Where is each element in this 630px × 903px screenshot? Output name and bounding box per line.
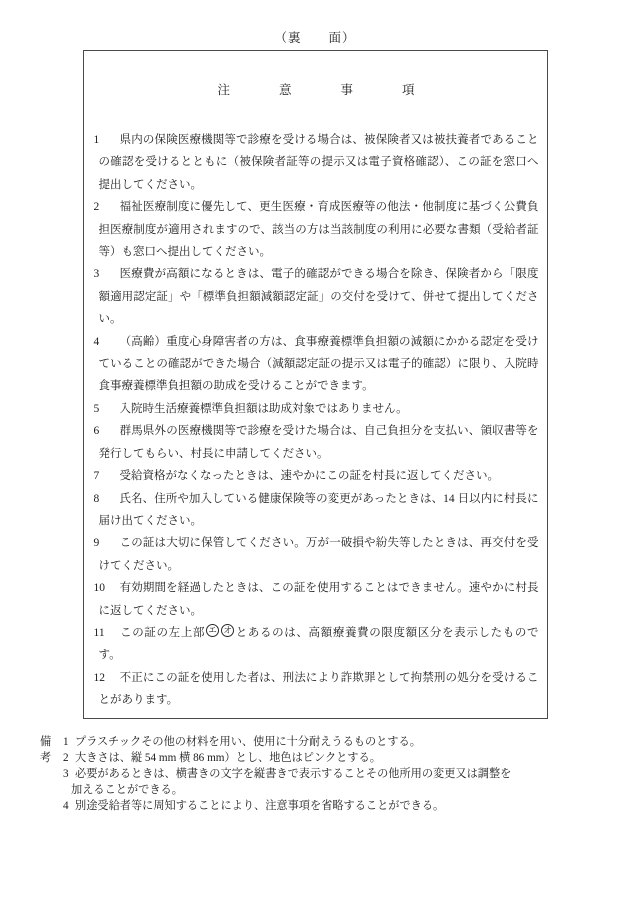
note-item	[94, 263, 539, 330]
note-number: 9	[93, 537, 100, 550]
note-number: 3	[93, 268, 100, 281]
note-text: 群馬県外の医療機関等で診療を受けた場合は、自己負担分を支払い、領収書等を発行してもらい、村長に申請してください。	[98, 425, 539, 460]
note-text: （高齢）重度心身障害者の方は、食事療養標準負担額の減額にかかる認定を受けていることの確認ができた場合（減額認定証の提示又は電子的確認）に限り、入院時食事療養標準負担額の助成を受けることができます。	[98, 335, 539, 393]
note-item	[94, 398, 539, 420]
note-text: 入院時生活療養標準負担額は助成対象ではありません。	[119, 402, 408, 415]
note-text: 有効期間を経過したときは、この証を使用することはできません。速やかに村長に返してください。	[98, 582, 539, 617]
note-number: 5	[93, 402, 100, 415]
remark-item	[63, 734, 518, 750]
note-text: 氏名、住所や加入している健康保険等の変更があったときは、14 日以内に村長に届け出てください。	[98, 492, 539, 527]
remark-number: 1	[63, 735, 69, 748]
note-text: 不正にこの証を使用した者は、刑法により詐欺罪として拘禁刑の処分を受けることがあります。	[98, 671, 539, 707]
remark-text: 必要があるときは、横書きの文字を縦書きで表示することその他所用の変更又は調整を加えることができる。	[71, 767, 512, 797]
remark-text: 大きさは、縦 54 mm 横 86 mm）とし、地色はピンクとする。	[75, 751, 381, 764]
note-item	[94, 420, 539, 465]
note-item	[94, 196, 539, 263]
remarks-list	[63, 734, 518, 815]
note-text: 福祉医療制度に優先して、更生医療・育成医療等の他法・他制度に基づく公費負担医療制度が適用されますので、該当の方は当該制度の利用に必要な書類（受給者証等）も窓口へ提出してください。	[98, 201, 539, 259]
remark-item	[63, 750, 518, 766]
remark-number: 4	[63, 800, 69, 813]
note-text: この証は大切に保管してください。万が一破損や紛失等したときは、再交付を受けてください。	[98, 537, 539, 572]
note-text: 受給資格がなくなったときは、速やかにこの証を村長に返してください。	[119, 470, 499, 483]
remark-text: 別途受給者等に周知することにより、注意事項を省略することができる。	[75, 800, 445, 813]
page-side-label: （裏 面）	[274, 31, 356, 45]
note-item	[94, 465, 539, 487]
note-item	[94, 129, 539, 196]
note-item	[94, 331, 539, 398]
notes-box	[83, 50, 548, 719]
limit-category-mark: オ	[221, 624, 234, 637]
note-number: 8	[93, 492, 100, 505]
remark-number: 2	[63, 751, 69, 764]
note-item	[94, 532, 539, 577]
note-item	[94, 667, 539, 712]
note-number: 2	[93, 201, 100, 214]
remarks-section	[40, 734, 630, 815]
note-text: この証の左上部 エ オ とあるのは、高額療養費の限度額区分を表示したものです。	[98, 624, 539, 662]
remark-item	[63, 766, 518, 798]
note-number: 12	[93, 671, 105, 684]
note-number: 1	[93, 134, 100, 146]
remarks-label: 備考	[40, 735, 52, 764]
note-number: 4	[93, 335, 100, 348]
note-number: 7	[93, 470, 100, 483]
notes-title: 注意事項	[217, 83, 464, 97]
limit-category-mark: エ	[206, 624, 219, 637]
note-item	[94, 622, 539, 667]
note-number: 6	[93, 425, 100, 438]
note-text: 医療費が高額になるときは、電子的確認ができる場合を除き、保険者から「限度額適用認定証」や「標準負担額減額認定証」の交付を受けて、併せて提出してください。	[98, 268, 539, 326]
remark-text: プラスチックその他の材料を用い、使用に十分耐えうるものとする。	[75, 735, 421, 748]
note-item	[94, 488, 539, 533]
notes-list	[94, 129, 539, 712]
remark-item	[63, 798, 518, 814]
note-number: 10	[93, 582, 105, 595]
remark-number: 3	[63, 767, 69, 780]
note-text: 県内の保険医療機関等で診療を受ける場合は、被保険者又は被扶養者であることの確認を受けるとともに（被保険者証等の提示又は電子資格確認）、この証を窓口へ提出してください。	[98, 134, 539, 191]
note-number: 11	[93, 626, 105, 639]
note-item	[94, 577, 539, 622]
